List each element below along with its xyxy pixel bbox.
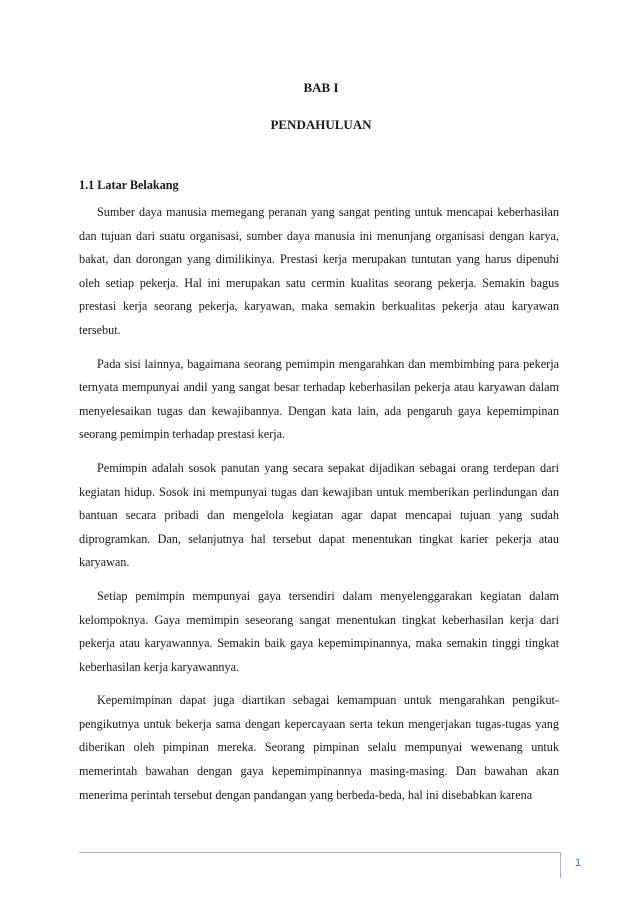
chapter-label: BAB I [303, 80, 339, 95]
section-heading: 1.1 Latar Belakang [79, 178, 179, 192]
paragraph: Sumber daya manusia memegang peranan yang sangat penting untuk mencapai keberhasilan dan tujuan dari suatu organisasi, sumber daya manusia ini menunjang organisasi dengan karya, bakat, dan dorongan yang dimilikinya. Prestasi kerja merupakan tuntutan yang harus dipenuhi oleh setiap pekerja. Hal ini merupakan satu cermin kualitas seorang pekerja. Semakin bagus prestasi kerja seorang pekerja, karyawan, maka semakin berkualitas pekerja atau karyawan tersebut. [79, 205, 559, 337]
paragraph: Kepemimpinan dapat juga diartikan sebagai kemampuan untuk mengarahkan pengikut-pengikutnya untuk bekerja sama dengan kepercayaan serta tekun mengerjakan tugas-tugas yang diberikan oleh pimpinan mereka. Seorang pimpinan selalu mempunyai wewenang untuk memerintah bawahan dengan gaya kepemimpinannya masing-masing. Dan bawahan akan menerima perintah tersebut dengan pandangan yang berbeda-beda, hal ini disebabkan karena [79, 693, 559, 802]
paragraph: Pada sisi lainnya, bagaimana seorang pemimpin mengarahkan dan membimbing para pekerja ternyata mempunyai andil yang sangat besar terhadap keberhasilan pekerja atau karyawan dalam menyelesaikan tugas dan kewajibannya. Dengan kata lain, ada pengaruh gaya kepemimpinan seorang pemimpin terhadap prestasi kerja. [79, 356, 559, 442]
chapter-title: PENDAHULUAN [270, 117, 372, 132]
footer-divider [79, 852, 560, 853]
page-number: 1 [574, 857, 582, 869]
paragraph: Setiap pemimpin mempunyai gaya tersendiri dalam menyelenggarakan kegiatan dalam kelompoknya. Gaya memimpin seseorang sangat menentukan tingkat keberhasilan kerja dari pekerja atau karyawannya. Semakin baik gaya kepemimpinannya, maka semakin tinggi tingkat keberhasilan kerja karyawannya. [79, 588, 559, 674]
body-text [79, 201, 559, 807]
paragraph: Pemimpin adalah sosok panutan yang secara sepakat dijadikan sebagai orang terdepan dari kegiatan hidup. Sosok ini mempunyai tugas dan kewajiban untuk memberikan perlindungan dan bantuan secara pribadi dan mengelola kegiatan agar dapat mencapai tujuan yang sudah diprogramkan. Dan, selanjutnya hal tersebut dapat menentukan tingkat karier pekerja atau karyawan. [79, 460, 559, 570]
